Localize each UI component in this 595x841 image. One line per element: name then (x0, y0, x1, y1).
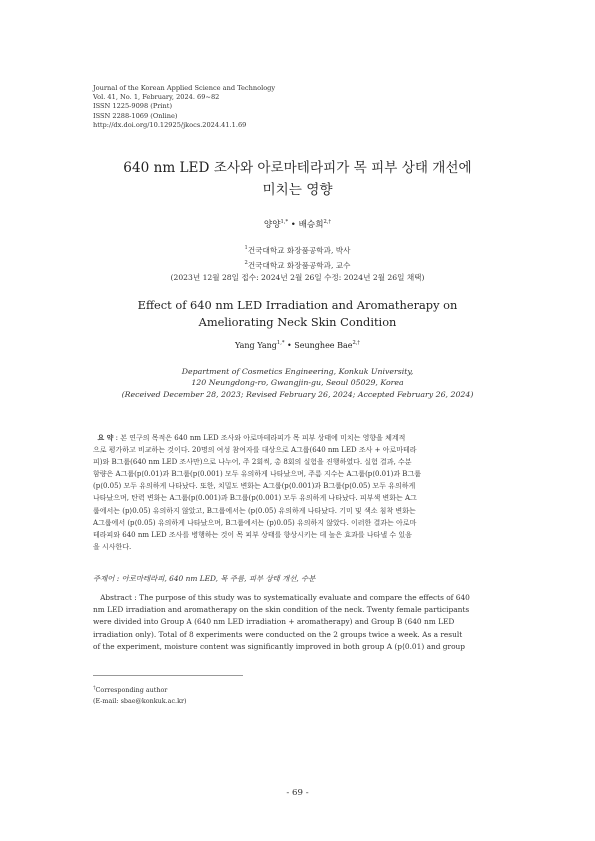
affiliation-english (60, 366, 535, 400)
journal-name: Journal of the Korean Applied Science and Technology (93, 84, 276, 92)
abstract-ko-line (93, 432, 503, 444)
abstract-ko-line: 피)와 B그룹(640 nm LED 조사만)으로 나누어, 주 2회씩, 총 8회의 실험을 진행하였다. 실험 결과, 수분 (93, 458, 412, 467)
affiliation-2-sup: 2 (244, 260, 248, 266)
footnote (93, 683, 187, 707)
title-korean-line2: 미치는 영향 (262, 182, 333, 198)
issn-print: ISSN 1225-9098 (Print) (93, 102, 173, 111)
author-2-ko-sup: 2,† (323, 219, 332, 225)
abstract-ko-line: A그룹에서 (p⟨0.05) 유의하게 나타났으며, B그룹에서는 (p⟩0.05) 유의하지 않았다. 이러한 결과는 아로마 (93, 518, 417, 527)
footnote-divider (93, 675, 243, 676)
abstract-ko-label: 요 약 (97, 433, 114, 442)
abstract-korean (93, 432, 503, 553)
dates-en: (Received December 28, 2023; Revised February 26, 2024; Accepted February 26, 2024) (121, 389, 474, 399)
doi-link[interactable]: http://dx.doi.org/10.12925/jkocs.2024.41.1.69 (93, 120, 247, 129)
affiliation-1-sup: 1 (244, 245, 248, 251)
footnote-corresponding (93, 683, 187, 696)
author-2-en: Seunghee Bae (294, 341, 353, 350)
footnote-email: (E-mail: sbae@konkuk.ac.kr) (93, 696, 187, 705)
abstract-en-line (93, 592, 503, 604)
title-korean-line1: 640 nm LED 조사와 아로마테라피가 목 피부 상태 개선에 (123, 160, 472, 176)
author-1-en-sup: 1,* (276, 340, 285, 346)
affiliation-1-ko (60, 242, 535, 257)
abstract-ko-first: : 본 연구의 목적은 640 nm LED 조사와 아로마테라피가 목 피부 상태에 미치는 영향을 체계적 (113, 434, 406, 442)
footnote-dagger: † (93, 685, 96, 691)
author-2-en-sup: 2,† (352, 340, 361, 346)
affiliation-en-line2: 120 Neungdong-ro, Gwangjin-gu, Seoul 05029, Korea (191, 378, 404, 388)
author-2-ko: 배승희 (298, 220, 324, 230)
abstract-en-label: Abstract (100, 593, 132, 602)
author-separator: • (288, 220, 299, 230)
affiliation-2-ko (60, 257, 535, 272)
affiliation-en-line1: Department of Cosmetics Engineering, Konkuk University, (181, 367, 414, 376)
dates-ko: (2023년 12월 28일 접수: 2024년 2월 26일 수정: 2024년 2월 26일 채택) (170, 273, 425, 282)
abstract-en-line: nm LED irradiation and aromatherapy on the skin condition of the neck. Twenty female participants (93, 605, 470, 615)
issn-online: ISSN 2288-1069 (Online) (93, 111, 178, 120)
title-english-line2: Ameliorating Neck Skin Condition (198, 315, 397, 329)
abstract-en-line: irradiation only). Total of 8 experiments were conducted on the 2 groups twice a week. As a result (93, 629, 463, 639)
affiliation-2-text: 건국대학교 화장품공학과, 교수 (247, 261, 351, 270)
authors-english (60, 340, 535, 350)
abstract-en-first: : The purpose of this study was to systematically evaluate and compare the effects of 640 (131, 593, 470, 602)
abstract-ko-line: (p⟨0.05) 모두 유의하게 나타났다. 또한, 치밀도 변화는 A그룹(p⟨0.001)과 B그룹(p⟨0.05) 모두 유의하게 (93, 482, 416, 491)
title-korean (60, 157, 535, 201)
author-1-ko: 양양 (263, 220, 281, 230)
title-english-line1: Effect of 640 nm LED Irradiation and Aromatherapy on (137, 298, 458, 312)
abstract-ko-line: 나타났으며, 탄력 변화는 A그룹(p⟨0.001)과 B그룹(p⟨0.001) 모두 유의하게 나타났다. 피부색 변화는 A그 (93, 494, 417, 503)
abstract-en-line: of the experiment, moisture content was significantly improved in both group A (p⟨0.01) and group (93, 641, 466, 651)
keywords-korean: 주제어 : 아로마테라피, 640 nm LED, 목 주름, 피부 상태 개선, 수분 (93, 574, 316, 583)
affiliations-korean (60, 242, 535, 284)
abstract-ko-line: 룹에서는 (p⟩0.05) 유의하지 않았고, B그룹에서는 (p⟨0.05) 유의하게 나타났다. 기미 및 색소 침착 변화는 (93, 506, 416, 515)
abstract-ko-line: 테라피와 640 nm LED 조사를 병행하는 것이 목 피부 상태를 향상시키는 데 높은 효과를 나타낼 수 있음 (93, 530, 412, 539)
author-1-ko-sup: 1,* (280, 219, 289, 225)
journal-volume: Vol. 41, No. 1, February, 2024. 69~82 (93, 93, 220, 102)
abstract-english (93, 592, 503, 653)
affiliation-1-text: 건국대학교 화장품공학과, 박사 (247, 246, 351, 255)
footnote-text: Corresponding author (95, 686, 168, 694)
abstract-ko-line: 함량은 A그룹(p⟨0.01)과 B그룹(p⟨0.001) 모두 유의하게 나타났으며, 주름 지수는 A그룹(p⟨0.01)과 B그룹 (93, 470, 421, 479)
abstract-ko-line: 을 시사한다. (93, 542, 132, 551)
title-english (60, 297, 535, 331)
page-number: - 69 - (286, 788, 309, 798)
journal-header (93, 84, 275, 130)
author-separator-en: • (284, 341, 295, 350)
authors-korean (60, 218, 535, 230)
abstract-en-line: were divided into Group A (640 nm LED irradiation + aromatherapy) and Group B (640 nm LED (93, 617, 455, 627)
abstract-ko-line: 으로 평가하고 비교하는 것이다. 20명의 여성 참여자를 대상으로 A그룹(640 nm LED 조사 + 아로마테라 (93, 446, 417, 455)
author-1-en: Yang Yang (234, 341, 277, 350)
